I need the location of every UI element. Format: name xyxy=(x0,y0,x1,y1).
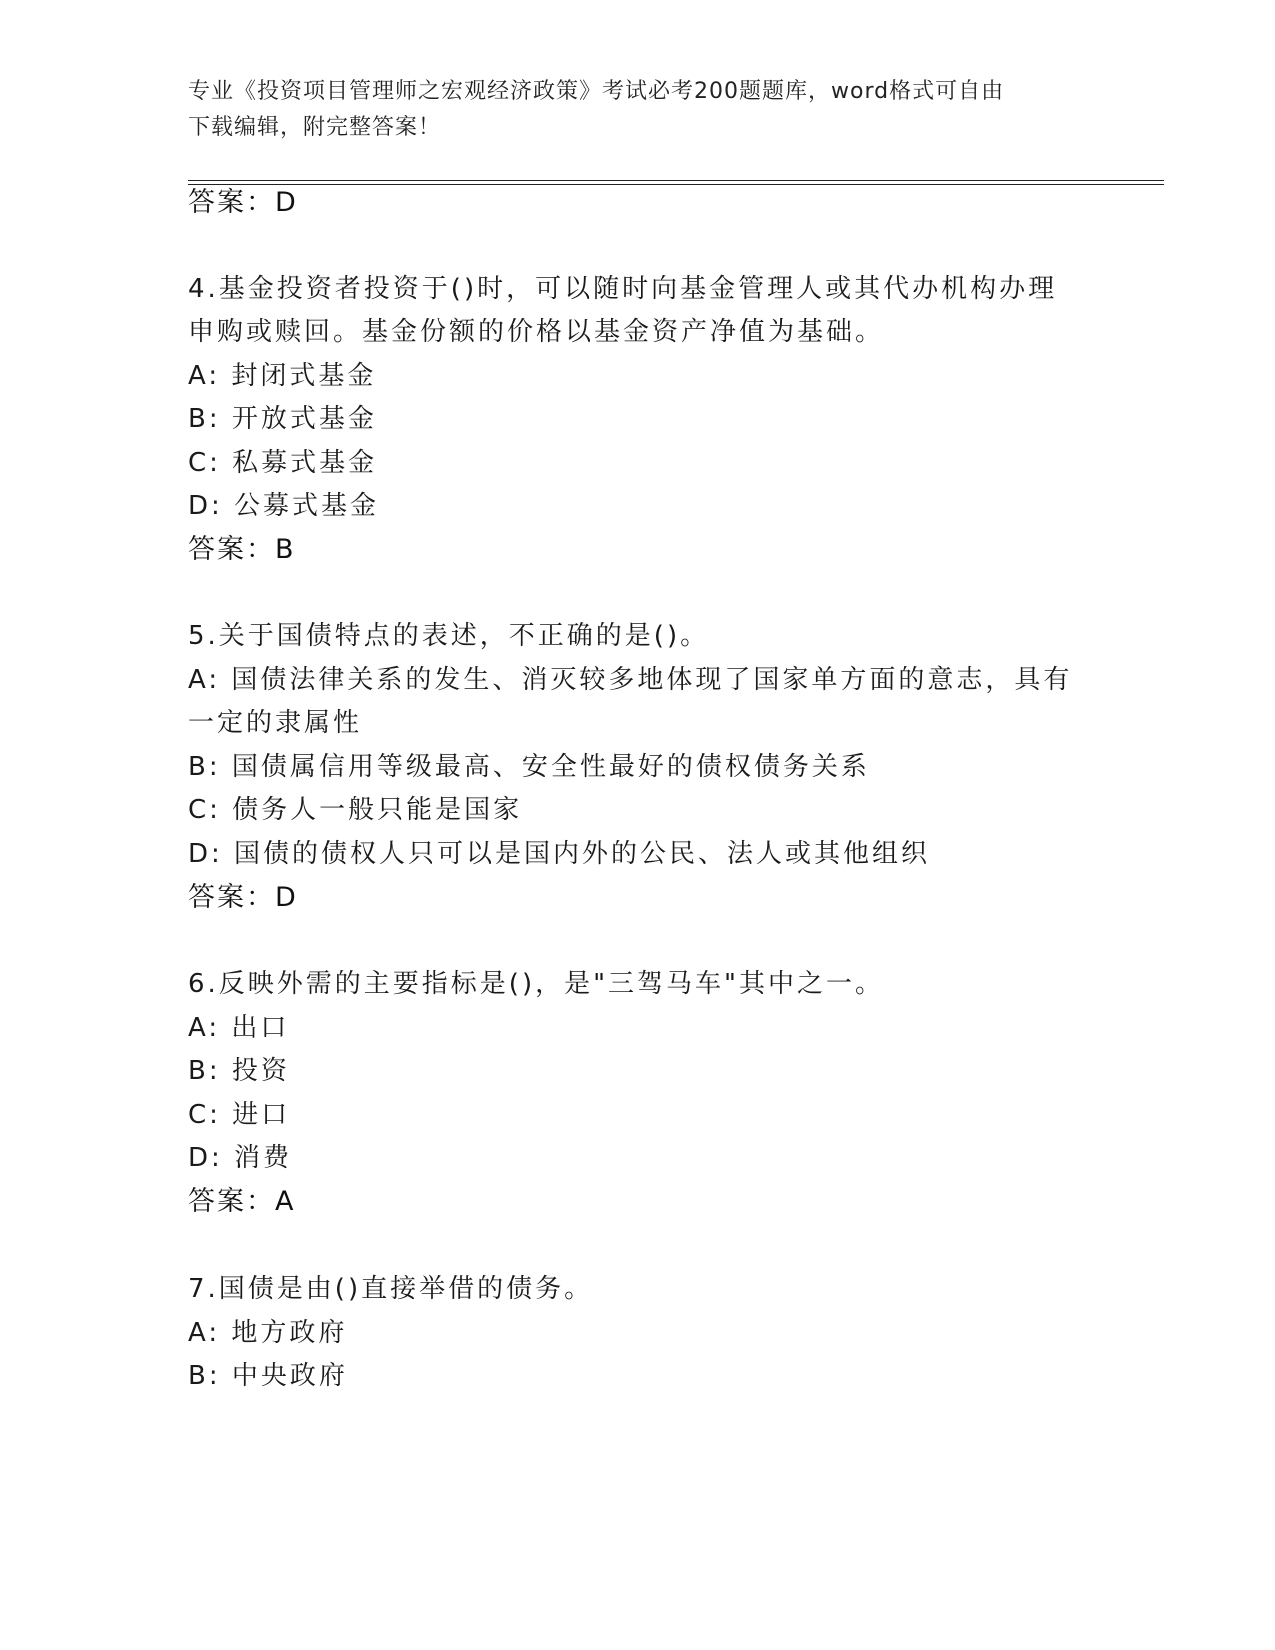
question-7-option-b: B: 中央政府 xyxy=(188,1361,348,1391)
answer-line: 答案：D xyxy=(188,187,298,218)
document-header xyxy=(188,74,1068,146)
question-5-answer: 答案：D xyxy=(188,882,298,913)
question-5-option-c: C: 债务人一般只能是国家 xyxy=(188,795,523,825)
question-6-text: 6.反映外需的主要指标是()，是"三驾马车"其中之一。 xyxy=(188,969,885,999)
question-6-option-a: A: 出口 xyxy=(188,1013,290,1043)
question-7-text: 7.国债是由()直接举借的债务。 xyxy=(188,1274,594,1304)
question-5-option-a: A: 国债法律关系的发生、消灭较多地体现了国家单方面的意志，具有 xyxy=(188,665,1073,695)
question-4-text-line-1: 4.基金投资者投资于()时，可以随时向基金管理人或其代办机构办理 xyxy=(188,274,1058,304)
question-4-option-a: A: 封闭式基金 xyxy=(188,361,377,391)
question-6-option-d: D: 消费 xyxy=(188,1143,293,1173)
header-title-line-1: 专业《投资项目管理师之宏观经济政策》考试必考200题题库，word格式可自由 xyxy=(188,79,1005,104)
question-5-option-d: D: 国债的债权人只可以是国内外的公民、法人或其他组织 xyxy=(188,839,931,869)
question-5-option-a-continued: 一定的隶属性 xyxy=(188,708,363,738)
question-7-option-a: A: 地方政府 xyxy=(188,1318,348,1348)
question-6-option-c: C: 进口 xyxy=(188,1100,291,1130)
question-6-option-b: B: 投资 xyxy=(188,1056,290,1086)
question-4-answer: 答案：B xyxy=(188,534,296,565)
question-4-option-b: B: 开放式基金 xyxy=(188,404,377,434)
question-4-option-c: C: 私募式基金 xyxy=(188,448,378,478)
question-4-option-d: D: 公募式基金 xyxy=(188,491,380,521)
question-5-option-b: B: 国债属信用等级最高、安全性最好的债权债务关系 xyxy=(188,752,870,782)
header-title-line-2: 下载编辑，附完整答案！ xyxy=(188,115,442,140)
question-4-text-line-2: 申购或赎回。基金份额的价格以基金资产净值为基础。 xyxy=(188,317,885,347)
header-divider-top xyxy=(188,180,1164,181)
question-5-text: 5.关于国债特点的表述，不正确的是()。 xyxy=(188,621,710,651)
header-divider-bottom xyxy=(188,184,1164,185)
question-6-answer: 答案：A xyxy=(188,1186,296,1217)
